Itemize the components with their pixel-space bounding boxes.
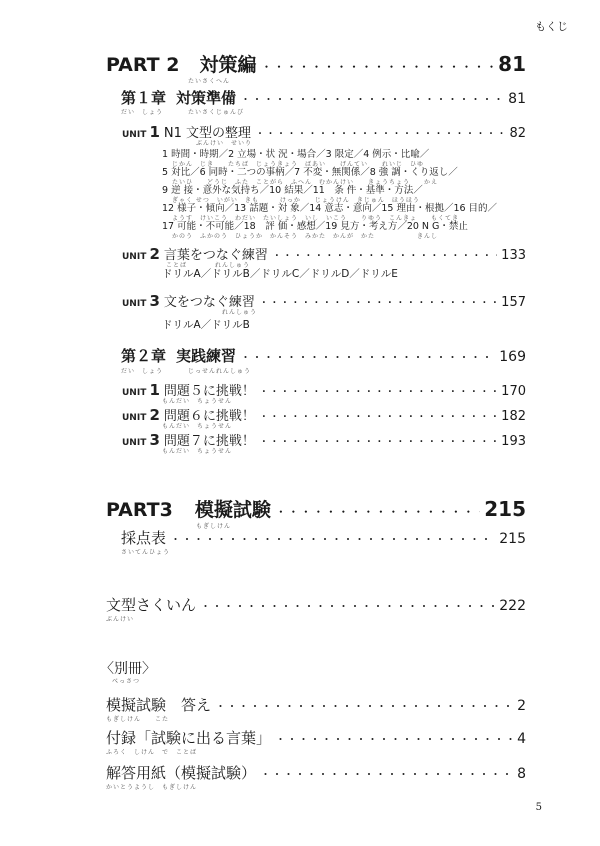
scoring-title-ruby: さいてんひょう [121,549,171,556]
unit2-page: 133 [501,248,526,263]
unit-badge: UNIT 3 [122,292,160,310]
bessatsu-item-appendix[interactable] [106,727,526,748]
bessatsu-item-title: 付録「試験に出る言葉」 [106,729,272,747]
chapter2-title: 実践練習 [176,347,237,365]
leader-dots [272,247,497,262]
bessatsu-item-ruby: ふろく しけん で ことば [106,749,198,756]
unit1-topic-ruby: ようす けいこう わだい たいしょう いし いこう りゆう こんきょ もくてき [172,215,460,222]
chapter2-label: 第２章 [121,347,167,365]
part2-entry[interactable] [106,50,526,77]
bessatsu-item-answers[interactable] [106,694,526,715]
bessatsu-item-ruby: かいとうようし もぎしけん [106,784,198,791]
chapter1-entry[interactable] [121,87,526,108]
ch2-unit3-page: 193 [501,434,526,449]
chapter2-label-ruby: だい しょう [121,368,164,375]
bessatsu-item-title: 模擬試験 答え [106,696,212,714]
unit1-title-ruby: ぶんけい せいり [196,140,253,147]
part2-title-ruby: たいさくへん [188,78,231,85]
leader-dots [240,349,495,365]
leader-dots [259,294,497,309]
unit-badge: UNIT 3 [122,431,160,449]
unit1-topic-line: 17 可能・不可能／18 評 価・感想／19 見方・考え方／20 N G・禁止 [162,221,468,232]
unit3-page: 157 [501,295,526,310]
leader-dots [255,125,505,140]
scoring-page: 215 [499,531,526,547]
bessatsu-item-ruby: もぎしけん こた [106,716,170,723]
chapter1-label-ruby: だい しょう [121,109,164,116]
ch2-unit3-ruby: もんだい ちょうせん [162,448,233,455]
leader-dots [259,433,497,448]
unit2-title: 言葉をつなぐ練習 [163,248,268,263]
ch2-unit3-title: 問題７に挑戦！ [163,434,255,449]
unit3-entry[interactable] [122,291,526,310]
scoring-entry[interactable] [121,527,526,548]
chapter1-title-ruby: たいさくじゅんび [188,109,245,116]
ch2-unit2-ruby: もんだい ちょうせん [162,423,233,430]
ch2-unit2-page: 182 [501,409,526,424]
index-title: 文型さくいん [106,596,197,614]
unit-badge: UNIT 2 [122,406,160,424]
leader-dots [170,531,495,547]
unit1-entry[interactable] [122,122,526,141]
unit1-page: 82 [509,126,526,141]
chapter2-title-ruby: じっせんれんしゅう [188,368,252,375]
unit3-drills: ドリルA／ドリルB [162,319,250,331]
part3-label: PART3 [106,499,173,521]
ch2-unit1-ruby: もんだい ちょうせん [162,398,233,405]
part3-entry[interactable] [106,495,526,522]
chapter1-title: 対策準備 [176,89,237,107]
leader-dots [200,598,495,614]
unit1-topic-ruby: たいひ どうじ ふた ことがら ふへん むかんけい きょうちょう かえ [172,179,439,186]
unit1-title: N1 文型の整理 [163,126,252,141]
bessatsu-heading: 〈別冊〉 [100,661,156,677]
bessatsu-item-title: 解答用紙（模擬試験） [106,764,257,782]
index-title-ruby: ぶんけい [106,616,135,623]
part2-title: 対策編 [199,54,257,76]
part3-title-ruby: もぎしけん [196,523,232,530]
unit2-drills: ドリルA／ドリルB／ドリルC／ドリルD／ドリルE [162,268,398,280]
chapter1-label: 第１章 [121,89,167,107]
page-number: 5 [535,802,542,813]
index-entry[interactable] [106,594,526,615]
scoring-title: 採点表 [121,529,167,547]
unit1-topic-line: 1 時間・時期／2 立場・状 況・場合／3 限定／4 例示・比喩／ [162,149,430,160]
bessatsu-item-page: 8 [517,766,526,782]
unit3-title: 文をつなぐ練習 [163,295,255,310]
unit1-topic-line: 5 対比／6 同時・二つの事柄／7 不変・無関係／8 強 調・くり返し／ [162,167,458,178]
part3-page: 215 [484,497,526,521]
unit1-topic-line: 12 様子・傾向／13 話題・対 象／14 意志・意向／15 理由・根拠／16 目的／ [162,203,498,214]
index-page: 222 [499,598,526,614]
unit-badge: UNIT 1 [122,123,160,141]
unit3-title-ruby: れんしゅう [222,309,258,316]
chapter1-page: 81 [508,91,526,107]
part2-label: PART 2 [106,54,180,76]
unit-badge: UNIT 2 [122,245,160,263]
bessatsu-item-page: 4 [517,731,526,747]
unit1-topic-ruby: じかん じき たちば じょうきょう ばあい げんてい れいじ ひゆ [172,161,425,168]
ch2-unit1-title: 問題５に挑戦！ [163,384,255,399]
leader-dots [215,698,513,714]
unit2-title-ruby: ことば れんしゅう [166,262,251,269]
leader-dots [260,766,513,782]
unit1-topic-ruby: ぎゃく せつ いがい きも けっか じょうけん きじゅん ほうほう [172,197,420,204]
unit1-topic-line: 9 逆 接・意外な気持ち／10 結果／11 条 件・基準・方法／ [162,185,423,196]
leader-dots [275,503,480,520]
bessatsu-item-page: 2 [517,698,526,714]
running-header: もくじ [535,20,568,33]
leader-dots [240,91,504,107]
leader-dots [259,383,497,398]
leader-dots [260,58,494,75]
part3-title: 模擬試験 [194,499,271,521]
chapter2-page: 169 [499,349,526,365]
ch2-unit1-page: 170 [501,384,526,399]
leader-dots [275,731,513,747]
leader-dots [259,408,497,423]
unit1-topic-ruby: かのう ふかのう ひょうか かんそう みかた かんが かた きんし [172,233,439,240]
unit-badge: UNIT 1 [122,381,160,399]
chapter2-entry[interactable] [121,345,526,366]
part2-page: 81 [498,52,526,76]
bessatsu-item-answer-sheet[interactable] [106,762,526,783]
ch2-unit2-title: 問題６に挑戦！ [163,409,255,424]
bessatsu-heading-ruby: べっさつ [112,678,141,685]
